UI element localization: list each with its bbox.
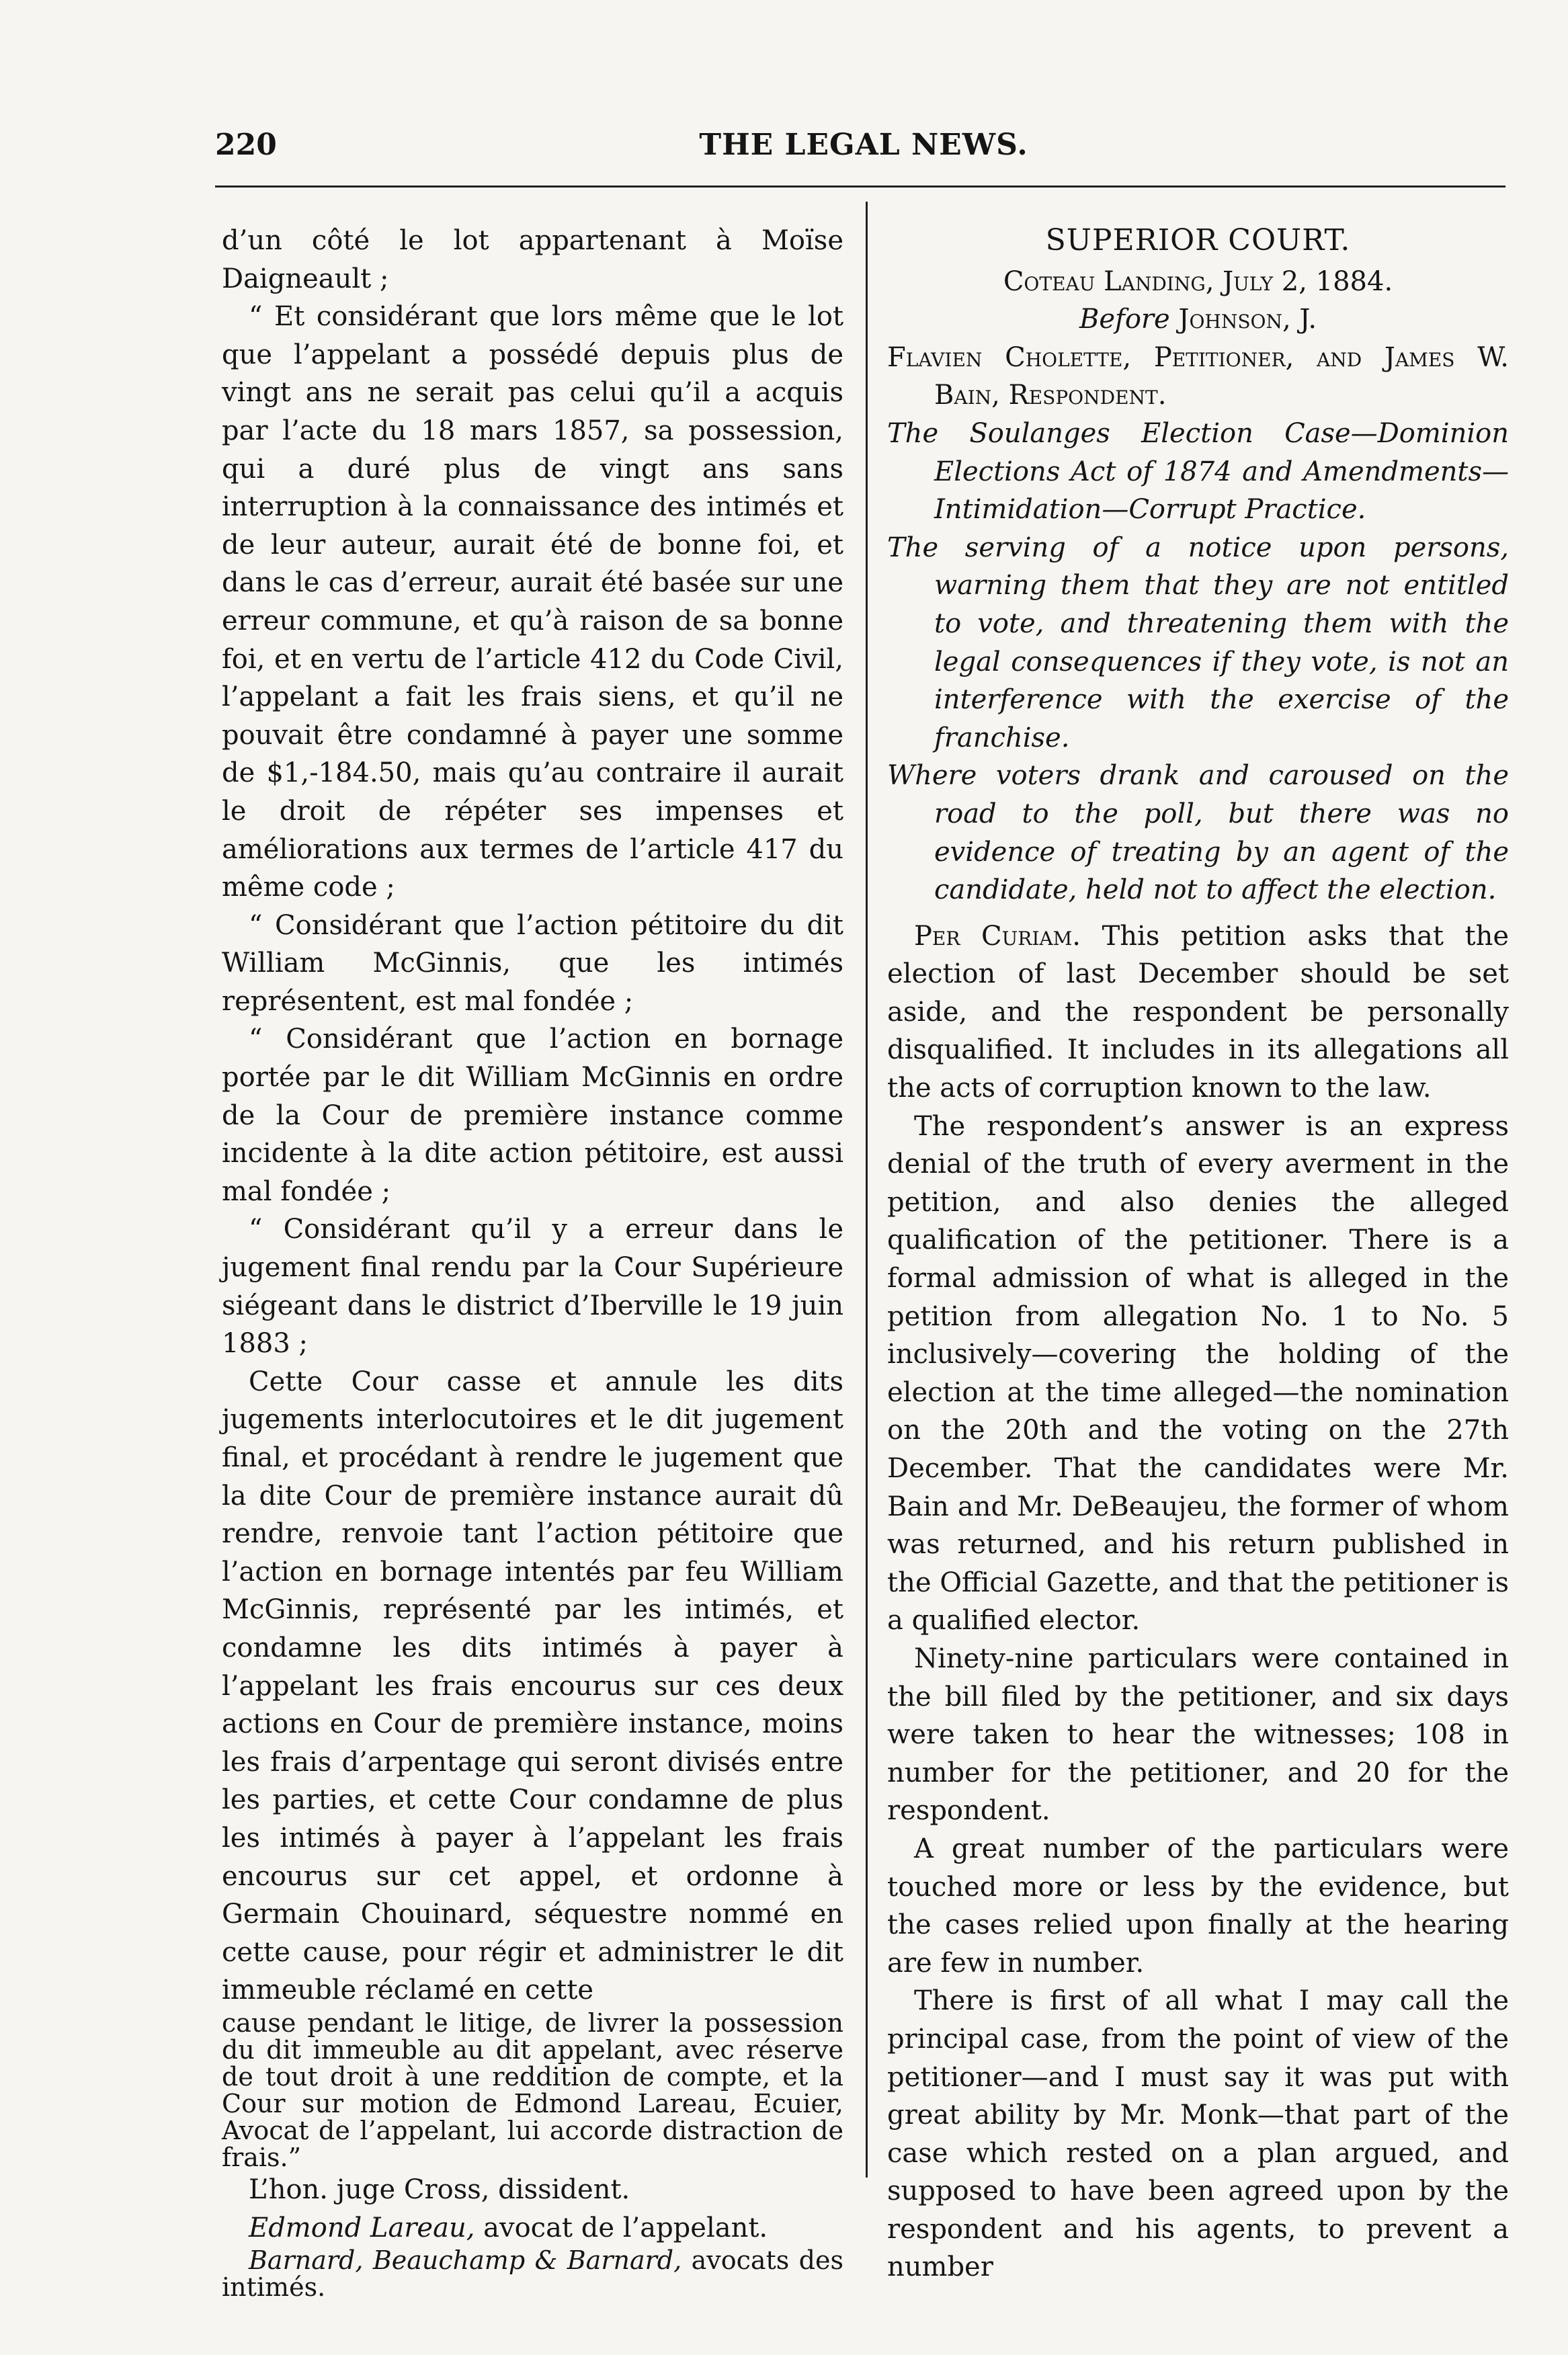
paragraph: There is first of all what I may call the principal case, from the point of view of the petitioner—and I must say it was put with great ability by Mr. Monk—that part of the case which rested on a plan argued, and supposed to have been agreed upon by the respondent and his agents, to prevent a number xyxy=(887,1985,1509,2283)
per-curiam-label: Per Curiam. xyxy=(914,920,1081,952)
counsel-appellant xyxy=(222,2209,843,2247)
left-column xyxy=(222,222,843,2301)
counsel-name: Barnard, Beauchamp & Barnard, xyxy=(249,2245,682,2276)
counsel-role: avocats des intimés. xyxy=(222,2245,843,2303)
paragraph: “ Considérant que l’action en bornage portée par le dit William McGinnis en ordre de la Cour de première instance comme incidente à la dite action pétitoire, est aussi mal fondée ; xyxy=(222,1024,843,1207)
place-date-text: Coteau Landing, July 2, 1884. xyxy=(1003,265,1393,297)
page-number: 220 xyxy=(215,128,277,162)
counsel-role: avocat de l’appelant. xyxy=(483,2212,768,2243)
court-title: SUPERIOR COURT. xyxy=(1045,223,1351,257)
paragraph: The respondent’s answer is an express denial of the truth of every averment in the petition, and also denies the alleged qualification of the petitioner. There is a formal admission of what is alleged in the petition from allegation No. 1 to No. 5 inclusively—covering the holding of the election at the time alleged—the nomination on the 20th and the voting on the 27th December. That the candidates were Mr. Bain and Mr. DeBeaujeu, the former of whom was returned, and his return published in the Official Gazette, and that the petitioner is a qualified elector. xyxy=(887,1110,1509,1637)
paragraph-small: cause pendant le litige, de livrer la possession du dit immeuble au dit appelant, avec réserve de tout droit à une reddition de compte, et la Cour sur motion de Edmond Lareau, Ecuier, Avocat de l’appelant, lui accorde distraction de frais.” xyxy=(222,2008,843,2172)
case-parties: Flavien Cholette, Petitioner, and James W. Bain, Respondent. xyxy=(887,341,1509,411)
running-title: THE LEGAL NEWS. xyxy=(699,128,1028,162)
judge-name: Johnson, J. xyxy=(1178,304,1317,335)
paragraph: A great number of the particulars were touched more or less by the evidence, but the cases relied upon finally at the hearing are few in number. xyxy=(887,1833,1509,1979)
counsel-name: Edmond Lareau, xyxy=(249,2212,475,2243)
column-divider xyxy=(866,202,868,2178)
right-column xyxy=(887,222,1509,2286)
dissent-note: L’hon. juge Cross, dissident. xyxy=(249,2174,630,2205)
paragraph: Cette Cour casse et annule les dits jugements interlocutoires et le dit jugement final, et procédant à rendre le jugement que la dite Cour de première instance aurait dû rendre, renvoie tant l’action pétitoire que l’action en bornage intentés par feu William McGinnis, représenté par les intimés, et condamne les dits intimés à payer à l’appelant les frais encourus sur ces deux actions en Cour de première instance, moins les frais d’arpentage qui seront divisés entre les parties, et cette Cour condamne de plus les intimés à payer à l’appelant les frais encourus sur cet appel, et ordonne à Germain Chouinard, séquestre nommé en cette cause, pour régir et administrer le dit immeuble réclamé en cette xyxy=(222,1366,843,2006)
bench-line xyxy=(887,300,1509,339)
paragraph: “ Considérant que l’action pétitoire du dit William McGinnis, que les intimés représentent, est mal fondée ; xyxy=(222,909,843,1017)
page-header xyxy=(215,121,1512,175)
place-date xyxy=(887,263,1509,301)
paragraph: Ninety-nine particulars were contained in the bill filed by the petitioner, and six days were taken to hear the witnesses; 108 in number for the petitioner, and 20 for the respondent. xyxy=(887,1643,1509,1827)
header-rule xyxy=(215,185,1505,188)
headnote-title: The Soulanges Election Case—Dominion Elections Act of 1874 and Amendments—Intimidation—Corrupt Practice. xyxy=(887,417,1509,526)
paragraph xyxy=(887,917,1509,1108)
paragraph: d’un côté le lot appartenant à Moïse Daigneault ; xyxy=(222,225,843,294)
before-label: Before xyxy=(1079,304,1170,335)
spacer xyxy=(887,909,1509,917)
paragraph: “ Et considérant que lors même que le lot que l’appelant a possédé depuis plus de vingt ans ne serait pas celui qu’il a acquis par l’acte du 18 mars 1857, sa possession, qui a duré plus de vingt ans sans interruption à la connaissance des intimés et de leur auteur, aurait été de bonne foi, et dans le cas d’erreur, aurait été basée sur une erreur commune, et qu’à raison de sa bonne foi, et en vertu de l’article 412 du Code Civil, l’appelant a fait les frais siens, et qu’il ne pouvait être condamné à payer une somme de $1,-184.50, mais qu’au contraire il aurait le droit de répéter ses impenses et améliorations aux termes de l’article 417 du même code ; xyxy=(222,301,843,903)
headnote: Where voters drank and caroused on the road to the poll, but there was no evidence of treating by an agent of the candidate, held not to affect the election. xyxy=(887,760,1509,906)
headnote: The serving of a notice upon persons, warning them that they are not entitled to vote, and threatening them with the legal consequences if they vote, is not an interference with the exercise of the franchise. xyxy=(887,532,1509,753)
paragraph-text: This petition asks that the election of last December should be set aside, and the respondent be personally disqualified. It includes in its allegations all the acts of corruption known to the law. xyxy=(887,920,1509,1104)
counsel-respondents xyxy=(222,2247,843,2301)
paragraph: “ Considérant qu’il y a erreur dans le jugement final rendu par la Cour Supérieure siégeant dans le district d’Iberville le 19 juin 1883 ; xyxy=(222,1214,843,1360)
